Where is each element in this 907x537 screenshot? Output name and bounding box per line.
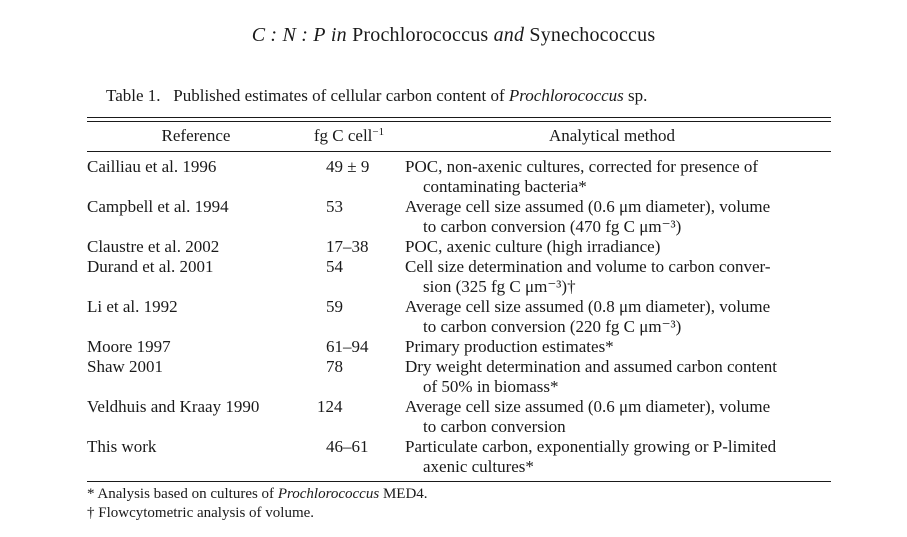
cell-method: [405, 197, 825, 237]
cell-method: [405, 337, 825, 357]
table-top-rule: [87, 117, 831, 118]
cell-method-line1: Average cell size assumed (0.6 μm diameter), volume: [405, 397, 771, 416]
cell-reference: Claustre et al. 2002: [87, 237, 220, 256]
cell-method-line2: to carbon conversion (470 fg C μm⁻³): [423, 217, 682, 236]
column-header-reference: Reference: [161, 126, 231, 145]
cell-carbon: 46–61: [326, 437, 369, 456]
cell-method-line1: POC, axenic culture (high irradiance): [405, 237, 661, 256]
cell-method: [405, 297, 825, 337]
cell-reference: Veldhuis and Kraay 1990: [87, 397, 260, 416]
cell-method: [405, 397, 825, 437]
cell-carbon: 53: [326, 197, 343, 216]
cell-reference: Li et al. 1992: [87, 297, 178, 316]
cell-carbon: 59: [326, 297, 343, 316]
table-caption: [106, 86, 647, 106]
cell-method: [405, 157, 825, 197]
cell-reference: Durand et al. 2001: [87, 257, 214, 276]
running-head-ratio: C : N : P: [251, 24, 326, 46]
cell-reference: Cailliau et al. 1996: [87, 157, 217, 176]
cell-carbon: 17–38: [326, 237, 369, 256]
cell-method-line1: POC, non-axenic cultures, corrected for presence of: [405, 157, 759, 176]
column-header-method: Analytical method: [548, 126, 676, 145]
table-bottom-rule: [87, 481, 831, 482]
caption-text: Published estimates of cellular carbon content of: [173, 86, 505, 105]
cell-method-line1: Average cell size assumed (0.6 μm diameter), volume: [405, 197, 771, 216]
running-head-organism-1: Prochlorococcus: [352, 24, 489, 46]
table-header-rule: [87, 151, 831, 152]
column-header-carbon-exponent: −1: [372, 126, 385, 138]
footnote-1-strain: MED4.: [382, 486, 428, 502]
footnote-dagger: † Flowcytometric analysis of volume.: [87, 505, 315, 521]
cell-method: [405, 357, 825, 397]
cell-reference: Moore 1997: [87, 337, 171, 356]
caption-suffix: sp.: [628, 86, 648, 105]
cell-method-line2: to carbon conversion: [423, 417, 566, 436]
cell-reference: Campbell et al. 1994: [87, 197, 229, 216]
column-header-carbon: [305, 126, 393, 146]
running-head: [0, 24, 907, 47]
cell-carbon: 54: [326, 257, 343, 276]
caption-species: Prochlorococcus: [508, 86, 624, 105]
cell-carbon: 61–94: [326, 337, 369, 356]
table-top-rule-inner: [87, 121, 831, 122]
cell-method-line2: sion (325 fg C μm⁻³)†: [423, 277, 576, 296]
cell-method-line1: Average cell size assumed (0.8 μm diameter), volume: [405, 297, 771, 316]
cell-carbon: 78: [326, 357, 343, 376]
cell-method: [405, 257, 825, 297]
cell-method-line2: of 50% in biomass*: [423, 377, 559, 396]
cell-method: [405, 437, 825, 477]
footnote-1-species: Prochlorococcus: [277, 486, 380, 502]
cell-method-line2: contaminating bacteria*: [423, 177, 587, 196]
cell-carbon: 124: [317, 397, 343, 416]
cell-method-line1: Particulate carbon, exponentially growing or P-limited: [405, 437, 777, 456]
cell-method-line2: to carbon conversion (220 fg C μm⁻³): [423, 317, 682, 336]
column-header-carbon-unit: fg C cell: [313, 126, 373, 145]
cell-reference: Shaw 2001: [87, 357, 164, 376]
cell-method-line1: Primary production estimates*: [405, 337, 614, 356]
running-head-and: and: [493, 24, 525, 46]
cell-method: [405, 237, 825, 257]
cell-carbon: 49 ± 9: [326, 157, 370, 176]
cell-reference: This work: [87, 437, 157, 456]
cell-method-line1: Dry weight determination and assumed carbon content: [405, 357, 777, 376]
table-label: Table 1.: [106, 86, 161, 105]
cell-method-line2: axenic cultures*: [423, 457, 534, 476]
footnote-1-text: * Analysis based on cultures of: [87, 486, 275, 502]
running-head-organism-2: Synechococcus: [529, 24, 656, 46]
footnote-asterisk: [87, 486, 428, 503]
cell-method-line1: Cell size determination and volume to carbon conver-: [405, 257, 771, 276]
running-head-in: in: [330, 24, 347, 46]
